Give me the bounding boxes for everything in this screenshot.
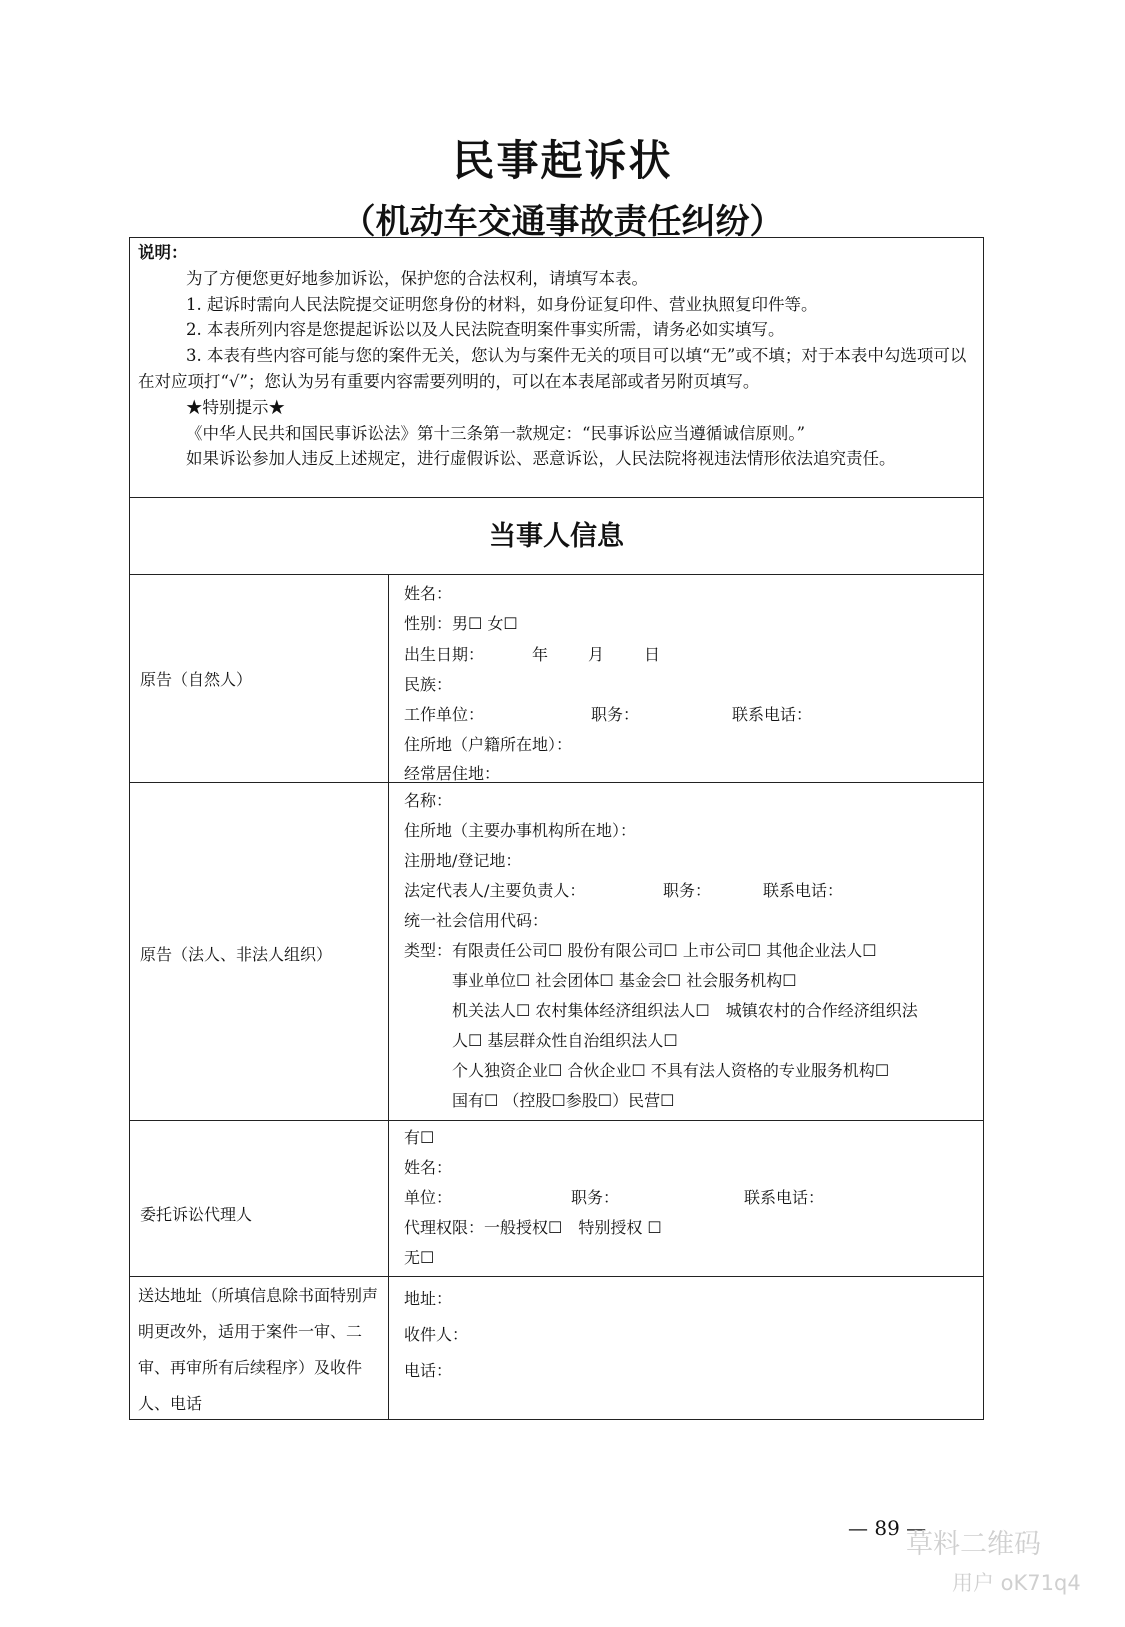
- person-ethnicity-field[interactable]: 民族：: [404, 675, 453, 694]
- service-address-label: 送达地址（所填信息除书面特别声明更改外，适用于案件一审、二审、再审所有后续程序）及收件人、电话: [138, 1286, 379, 1413]
- instruction-line: 为了方便您更好地参加诉讼，保护您的合法权利，请填写本表。: [186, 268, 648, 288]
- person-gender-field[interactable]: 性别：男☐ 女☐: [404, 614, 518, 633]
- org-position-field[interactable]: 职务：: [663, 881, 712, 900]
- divider: [130, 782, 983, 783]
- special-notice-heading: ★特别提示★: [186, 397, 285, 417]
- org-type-options[interactable]: 人☐ 基层群众性自治组织法人☐: [452, 1031, 678, 1050]
- service-phone-field[interactable]: 电话：: [404, 1361, 453, 1380]
- agent-has-checkbox[interactable]: 有☐: [404, 1128, 435, 1147]
- org-type-options[interactable]: 事业单位☐ 社会团体☐ 基金会☐ 社会服务机构☐: [452, 971, 797, 990]
- watermark: 草料二维码: [906, 1529, 1041, 1560]
- divider: [130, 1120, 983, 1121]
- org-legal-rep-field[interactable]: 法定代表人/主要负责人：: [404, 881, 586, 900]
- person-residence-field[interactable]: 经常居住地：: [404, 764, 501, 783]
- person-name-field[interactable]: 姓名：: [404, 584, 453, 603]
- agent-unit-field[interactable]: 单位：: [404, 1188, 453, 1207]
- plaintiff-org-label: 原告（法人、非法人组织）: [140, 945, 333, 964]
- person-domicile-field[interactable]: 住所地（户籍所在地）：: [404, 735, 573, 754]
- instruction-line: 如果诉讼参加人违反上述规定，进行虚假诉讼、恶意诉讼，人民法院将视违法情形依法追究责任。: [186, 449, 896, 469]
- agent-label: 委托诉讼代理人: [140, 1205, 253, 1224]
- document-subtitle: （机动车交通事故责任纠纷）: [341, 202, 784, 242]
- org-type-options[interactable]: 机关法人☐ 农村集体经济组织法人☐ 城镇农村的合作经济组织法: [452, 1001, 918, 1020]
- agent-name-field[interactable]: 姓名：: [404, 1158, 453, 1177]
- person-dob-field[interactable]: 出生日期：: [404, 645, 485, 664]
- person-phone-field[interactable]: 联系电话：: [732, 705, 813, 724]
- org-credit-code-field[interactable]: 统一社会信用代码：: [404, 911, 549, 930]
- service-address-field[interactable]: 地址：: [404, 1289, 453, 1308]
- person-position-field[interactable]: 职务：: [591, 705, 640, 724]
- dob-year-label: 年: [532, 645, 549, 664]
- instructions: [138, 240, 976, 472]
- plaintiff-person-label: 原告（自然人）: [140, 670, 253, 689]
- divider: [130, 574, 983, 575]
- divider: [130, 1276, 983, 1277]
- watermark-user: 用户 oK71q4: [952, 1571, 1081, 1595]
- dob-day-label: 日: [644, 645, 661, 664]
- agent-phone-field[interactable]: 联系电话：: [744, 1188, 825, 1207]
- divider: [130, 497, 983, 498]
- instruction-line: 《中华人民共和国民事诉讼法》第十三条第一款规定：“民事诉讼应当遵循诚信原则。”: [186, 423, 806, 443]
- org-name-field[interactable]: 名称：: [404, 791, 453, 810]
- agent-position-field[interactable]: 职务：: [571, 1188, 620, 1207]
- org-domicile-field[interactable]: 住所地（主要办事机构所在地）：: [404, 821, 637, 840]
- org-registration-field[interactable]: 注册地/登记地：: [404, 851, 522, 870]
- dob-month-label: 月: [588, 645, 605, 664]
- complaint-form: [129, 237, 984, 1420]
- instruction-line: 1. 起诉时需向人民法院提交证明您身份的材料，如身份证复印件、营业执照复印件等。: [186, 294, 818, 314]
- org-phone-field[interactable]: 联系电话：: [763, 881, 844, 900]
- page-number: — 89 —: [848, 1516, 927, 1540]
- instruction-line: 3. 本表有些内容可能与您的案件无关，您认为与案件无关的项目可以填“无”或不填；对于本表中勾选项可以在对应项打“√”；您认为另有重要内容需要列明的，可以在本表尾部或者另附页填写。: [138, 346, 967, 391]
- person-employer-field[interactable]: 工作单位：: [404, 705, 485, 724]
- agent-none-checkbox[interactable]: 无☐: [404, 1248, 435, 1267]
- org-type-options[interactable]: 类型：有限责任公司☐ 股份有限公司☐ 上市公司☐ 其他企业法人☐: [404, 941, 877, 960]
- org-ownership-options[interactable]: 国有☐ （控股☐参股☐）民营☐: [452, 1091, 675, 1110]
- agent-authority-options[interactable]: 代理权限：一般授权☐ 特别授权 ☐: [404, 1218, 662, 1237]
- column-divider: [388, 574, 389, 1420]
- document-title: 民事起诉状: [452, 136, 673, 185]
- org-type-options[interactable]: 个人独资企业☐ 合伙企业☐ 不具有法人资格的专业服务机构☐: [452, 1061, 890, 1080]
- section-title: 当事人信息: [489, 521, 624, 552]
- instructions-heading: 说明：: [138, 243, 188, 262]
- instruction-line: 2. 本表所列内容是您提起诉讼以及人民法院查明案件事实所需，请务必如实填写。: [186, 320, 785, 340]
- service-recipient-field[interactable]: 收件人：: [404, 1325, 469, 1344]
